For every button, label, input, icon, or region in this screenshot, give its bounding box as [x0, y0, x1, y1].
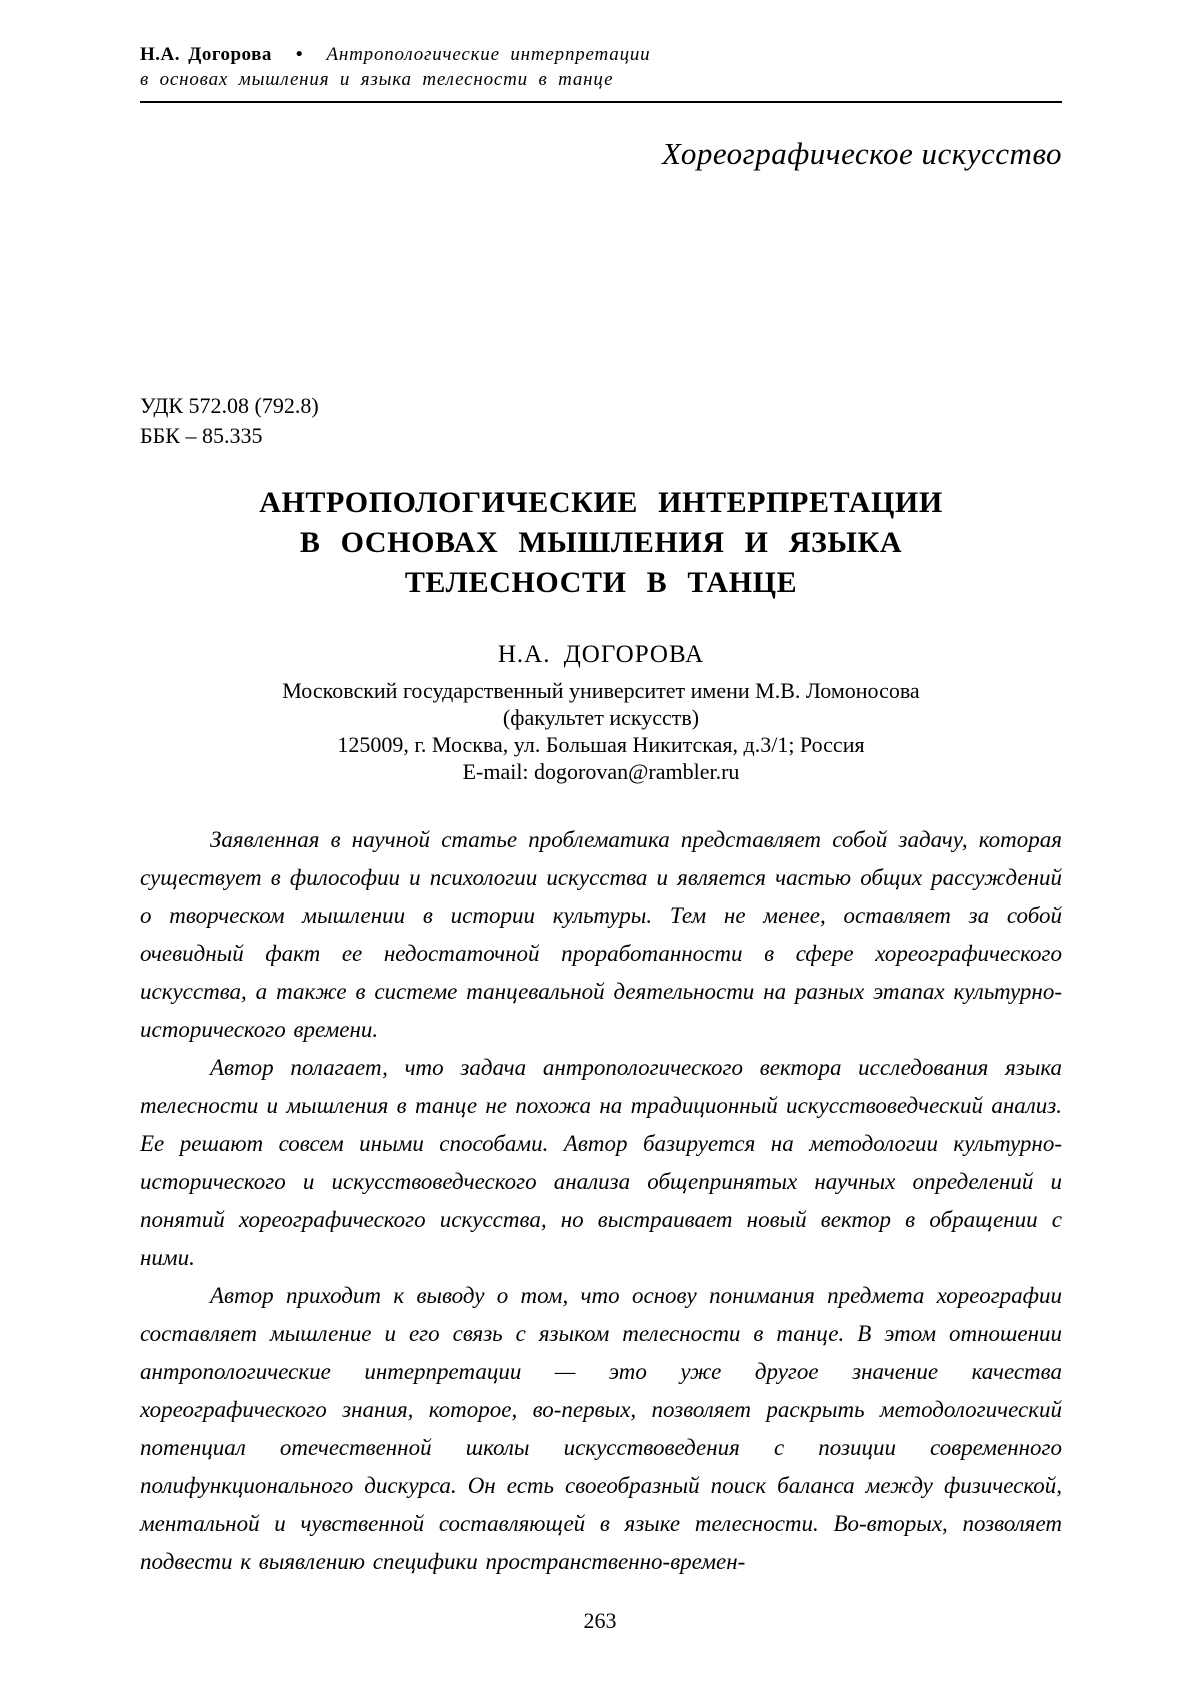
affiliation-email: E-mail: dogorovan@rambler.ru: [462, 759, 740, 784]
udc-code: УДК 572.08 (792.8): [140, 393, 319, 418]
article-title-line: ТЕЛЕСНОСТИ В ТАНЦЕ: [404, 566, 798, 599]
affiliation-block: [140, 677, 1062, 785]
section-heading: Хореографическое искусство: [662, 136, 1062, 171]
affiliation-faculty: (факультет искусств): [502, 705, 700, 730]
bbk-code: ББК – 85.335: [140, 423, 263, 448]
abstract-paragraph: Заявленная в научной статье проблематика представляет собой задачу, которая существует в философии и психологии искусства и является частью общих рассуждений о творческом мышлении в истории культуры. Тем не менее, оставляет за собой очевидный факт ее недостаточной проработанности в сфере хореографического искусства, а также в системе танцевальной деятельности на разных этапах культурно-исторического времени.: [140, 827, 1062, 1042]
affiliation-address: 125009, г. Москва, ул. Большая Никитская, д.3/1; Россия: [337, 732, 865, 757]
running-head-line1: [140, 42, 1062, 67]
article-title: [140, 483, 1062, 603]
udc-block: [140, 391, 1062, 451]
bullet-separator: •: [295, 44, 303, 65]
abstract-paragraph: Автор приходит к выводу о том, что основу понимания предмета хореографии составляет мышление и его связь с языком телесности в танце. В этом отношении антропологические интерпретации — это уже другое значение качества хореографического знания, которое, во-первых, позволяет раскрыть методологический потенциал отечественной школы искусствоведения с позиции современного полифункционального дискурса. Он есть своеобразный поиск баланса между физической, ментальной и чувственной составляющей в языке телесности. Во-вторых, позволяет подвести к выявлению специфики пространственно-времен-: [140, 1283, 1062, 1574]
article-title-line: В ОСНОВАХ МЫШЛЕНИЯ И ЯЗЫКА: [299, 526, 903, 559]
running-head-author: Н.А. Догорова: [140, 44, 272, 65]
running-head-title-line1: Антропологические интерпретации: [326, 44, 651, 65]
affiliation-university: Московский государственный университет имени М.В. Ломоносова: [282, 678, 920, 703]
running-head: [140, 42, 1062, 103]
article-title-line: АНТРОПОЛОГИЧЕСКИЕ ИНТЕРПРЕТАЦИИ: [259, 486, 943, 519]
header-rule: [140, 101, 1062, 103]
page-number: 263: [583, 1608, 617, 1633]
author-name: Н.А. ДОГОРОВА: [497, 641, 705, 668]
abstract-paragraph: Автор полагает, что задача антропологического вектора исследования языка телесности и мышления в танце не похожа на традиционный искусствоведческий анализ. Ее решают совсем иными способами. Автор базируется на методологии культурно-исторического и искусствоведческого анализа общепринятых научных определений и понятий хореографического искусства, но выстраивает новый вектор в обращении с ними.: [140, 1055, 1062, 1270]
abstract: [140, 821, 1062, 1581]
running-head-title-line2: в основах мышления и языка телесности в танце: [140, 69, 614, 90]
